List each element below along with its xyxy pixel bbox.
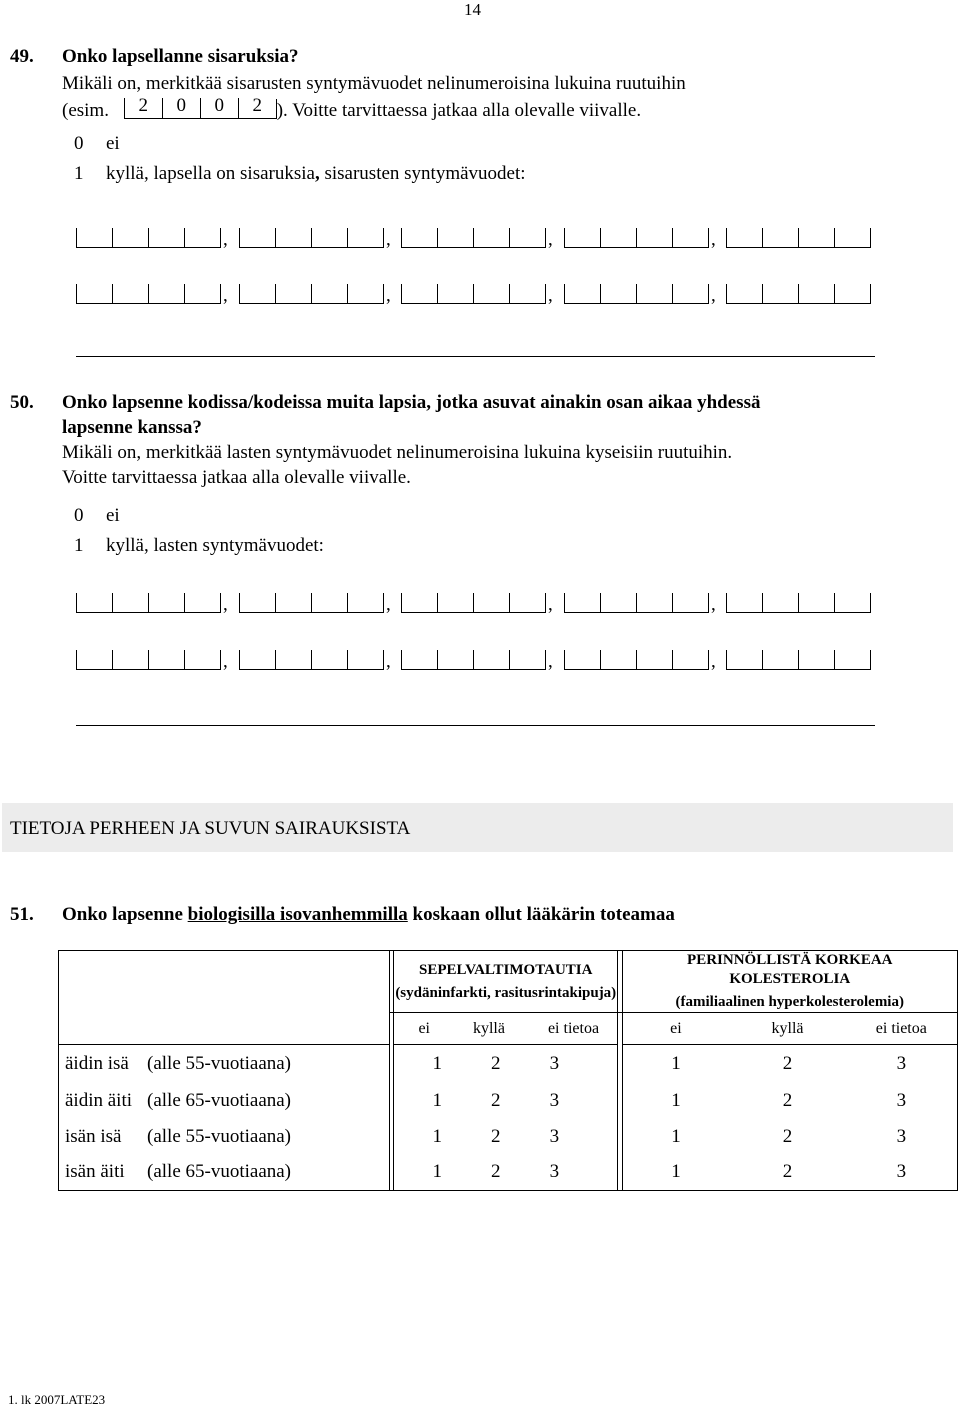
year-digit-box[interactable]	[401, 228, 438, 248]
year-digit-box[interactable]	[112, 650, 149, 670]
q50-number: 50.	[10, 392, 34, 413]
year-digit-box[interactable]	[672, 284, 709, 304]
year-digit-box[interactable]	[762, 650, 799, 670]
q50-instruction-line2: Voitte tarvittaessa jatkaa alla olevalle viivalle.	[62, 467, 411, 488]
year-digit-box[interactable]	[798, 650, 835, 670]
year-digit-box[interactable]	[636, 284, 673, 304]
year-separator: ,	[386, 651, 391, 672]
year-digit-box[interactable]	[834, 228, 871, 248]
year-digit-box[interactable]	[726, 228, 763, 248]
q51-row	[59, 1119, 958, 1155]
year-digit-box[interactable]	[473, 650, 510, 670]
answer-code[interactable]: 3	[846, 1119, 958, 1155]
year-digit-box[interactable]	[148, 228, 185, 248]
q49-example-suffix: ). Voitte tarvittaessa jatkaa alla olevalle viivalle.	[276, 100, 642, 121]
year-digit-box[interactable]	[112, 228, 149, 248]
year-digit-box[interactable]	[473, 284, 510, 304]
year-digit-box[interactable]	[672, 228, 709, 248]
year-digit-box[interactable]	[600, 284, 637, 304]
year-separator: ,	[223, 651, 228, 672]
q49-number: 49.	[10, 46, 34, 67]
year-separator: ,	[386, 229, 391, 250]
answer-label-ei-2: ei	[622, 1013, 729, 1045]
answer-code[interactable]: 3	[549, 1089, 560, 1111]
year-digit-box[interactable]	[347, 284, 384, 304]
q51-row-label: isän isä (alle 55-vuotiaana)	[59, 1119, 390, 1155]
answer-label-kylla: kyllä	[472, 1019, 505, 1037]
year-digit-box[interactable]	[600, 593, 637, 613]
year-separator: ,	[386, 285, 391, 306]
answer-label-kylla-2: kyllä	[729, 1013, 845, 1045]
q49-option-0-label: ei	[106, 133, 120, 154]
answer-code[interactable]: 1	[432, 1125, 442, 1147]
year-separator: ,	[711, 651, 716, 672]
q50-continuation-line[interactable]	[76, 725, 875, 726]
year-separator: ,	[711, 594, 716, 615]
q51-title: Onko lapsenne biologisilla isovanhemmilla koskaan ollut lääkärin toteamaa	[62, 904, 675, 925]
answer-code[interactable]: 2	[729, 1155, 845, 1191]
q49-option-0-code[interactable]: 0	[74, 133, 84, 154]
year-digit-box[interactable]	[672, 593, 709, 613]
answer-label-ei: ei	[418, 1019, 430, 1037]
answer-code[interactable]: 2	[782, 1089, 793, 1111]
year-digit-box[interactable]	[636, 228, 673, 248]
q51-row-label: äidin isä (alle 55-vuotiaana)	[59, 1045, 390, 1083]
year-digit-box[interactable]	[834, 593, 871, 613]
year-digit-box[interactable]	[762, 284, 799, 304]
year-digit-box[interactable]	[148, 284, 185, 304]
q49-example-line	[62, 95, 642, 122]
q49-example-prefix: (esim.	[62, 100, 109, 121]
q49-instruction: Mikäli on, merkitkää sisarusten syntymävuodet nelinumeroisina lukuina ruutuihin	[62, 73, 686, 94]
q51-grid	[58, 950, 958, 1191]
year-digit-box[interactable]	[275, 284, 312, 304]
year-digit-box[interactable]	[401, 593, 438, 613]
year-digit-box[interactable]	[762, 228, 799, 248]
year-separator: ,	[223, 229, 228, 250]
year-digit-box[interactable]	[347, 593, 384, 613]
answer-code[interactable]: 2	[491, 1161, 501, 1183]
year-digit-box[interactable]	[473, 228, 510, 248]
year-digit-box[interactable]	[437, 593, 474, 613]
year-digit-box[interactable]	[564, 228, 601, 248]
q51-row	[59, 1083, 958, 1119]
year-digit-box[interactable]	[509, 593, 546, 613]
q51-col-group-2: PERINNÖLLISTÄ KORKEAA KOLESTEROLIA (familiaalinen hyperkolesterolemia)	[622, 951, 957, 1013]
year-digit-box[interactable]	[275, 228, 312, 248]
q49-option-1-label: kyllä, lapsella on sisaruksia, sisarusten syntymävuodet:	[106, 163, 526, 184]
answer-label-ei-tietoa-2: ei tietoa	[846, 1013, 958, 1045]
q51-row	[59, 1155, 958, 1191]
year-separator: ,	[548, 229, 553, 250]
q49-year-row-2[interactable]	[76, 284, 876, 304]
answer-code[interactable]: 3	[846, 1083, 958, 1119]
year-separator: ,	[548, 594, 553, 615]
year-digit-box[interactable]	[275, 593, 312, 613]
year-digit-box[interactable]	[347, 228, 384, 248]
q51-empty-header-cell	[59, 951, 390, 1045]
year-separator: ,	[711, 285, 716, 306]
q50-year-row-1[interactable]	[76, 593, 876, 613]
q51-number: 51.	[10, 904, 34, 925]
answer-code[interactable]: 1	[622, 1045, 729, 1083]
answer-code[interactable]: 1	[432, 1089, 442, 1111]
answer-code[interactable]: 3	[846, 1155, 958, 1191]
year-digit-box[interactable]	[437, 650, 474, 670]
year-separator: ,	[711, 229, 716, 250]
year-digit-box[interactable]	[275, 650, 312, 670]
year-digit-box[interactable]	[148, 593, 185, 613]
q49-option-1-code[interactable]: 1	[74, 163, 84, 184]
q50-option-0-code[interactable]: 0	[74, 505, 84, 526]
year-digit-box[interactable]	[311, 593, 348, 613]
answer-code[interactable]: 1	[622, 1155, 729, 1191]
year-digit-box[interactable]	[509, 228, 546, 248]
example-box-1: 2	[124, 98, 162, 119]
year-separator: ,	[386, 594, 391, 615]
q50-title-line2: lapsenne kanssa?	[62, 417, 202, 438]
answer-code[interactable]: 2	[491, 1052, 501, 1074]
year-digit-box[interactable]	[148, 650, 185, 670]
q51-answer-labels-1	[394, 1013, 618, 1045]
year-digit-box[interactable]	[311, 228, 348, 248]
year-digit-box[interactable]	[311, 650, 348, 670]
year-digit-box[interactable]	[672, 650, 709, 670]
answer-code[interactable]: 3	[549, 1125, 560, 1147]
year-digit-box[interactable]	[401, 284, 438, 304]
year-digit-box[interactable]	[112, 593, 149, 613]
section-heading: TIETOJA PERHEEN JA SUVUN SAIRAUKSISTA	[10, 818, 411, 839]
q50-year-row-2[interactable]	[76, 650, 876, 670]
year-digit-box[interactable]	[600, 650, 637, 670]
q50-option-0-label: ei	[106, 505, 120, 526]
form-footer-code: 1. lk 2007LATE23	[8, 1392, 106, 1407]
year-digit-box[interactable]	[564, 650, 601, 670]
q49-title: Onko lapsellanne sisaruksia?	[62, 46, 299, 67]
year-digit-box[interactable]	[239, 593, 276, 613]
year-digit-box[interactable]	[311, 284, 348, 304]
answer-label-ei-tietoa: ei tietoa	[547, 1019, 600, 1037]
year-digit-box[interactable]	[437, 284, 474, 304]
year-separator: ,	[548, 285, 553, 306]
year-separator: ,	[223, 285, 228, 306]
year-digit-box[interactable]	[184, 593, 221, 613]
example-box-3: 0	[200, 98, 238, 119]
year-digit-box[interactable]	[726, 284, 763, 304]
q51-row-label: äidin äiti (alle 65-vuotiaana)	[59, 1083, 390, 1119]
year-digit-box[interactable]	[798, 228, 835, 248]
year-digit-box[interactable]	[798, 284, 835, 304]
example-box-2: 0	[162, 98, 200, 119]
q51-row	[59, 1045, 958, 1083]
q49-year-row-1[interactable]	[76, 228, 876, 248]
year-digit-box[interactable]	[509, 284, 546, 304]
year-digit-box[interactable]	[184, 284, 221, 304]
year-digit-box[interactable]	[76, 228, 113, 248]
year-separator: ,	[548, 651, 553, 672]
year-digit-box[interactable]	[184, 228, 221, 248]
year-digit-box[interactable]	[347, 650, 384, 670]
year-digit-box[interactable]	[636, 593, 673, 613]
answer-code[interactable]: 2	[491, 1089, 501, 1111]
answer-code[interactable]: 2	[782, 1125, 793, 1147]
year-digit-box[interactable]	[112, 284, 149, 304]
answer-code[interactable]: 2	[782, 1052, 793, 1074]
q50-title-line1: Onko lapsenne kodissa/kodeissa muita lapsia, jotka asuvat ainakin osan aikaa yhdessä	[62, 392, 761, 413]
year-digit-box[interactable]	[401, 650, 438, 670]
year-digit-box[interactable]	[239, 284, 276, 304]
page-number: 14	[464, 0, 481, 19]
year-digit-box[interactable]	[798, 593, 835, 613]
example-box-4: 2	[238, 98, 276, 119]
year-digit-box[interactable]	[564, 593, 601, 613]
year-digit-box[interactable]	[636, 650, 673, 670]
year-digit-box[interactable]	[184, 650, 221, 670]
answer-code[interactable]: 2	[491, 1125, 501, 1147]
answer-code[interactable]: 1	[622, 1119, 729, 1155]
year-digit-box[interactable]	[239, 650, 276, 670]
year-digit-box[interactable]	[473, 593, 510, 613]
answer-code[interactable]: 1	[622, 1083, 729, 1119]
year-digit-box[interactable]	[564, 284, 601, 304]
q50-option-1-code[interactable]: 1	[74, 535, 84, 556]
year-digit-box[interactable]	[76, 284, 113, 304]
year-digit-box[interactable]	[437, 228, 474, 248]
year-digit-box[interactable]	[600, 228, 637, 248]
q50-instruction-line1: Mikäli on, merkitkää lasten syntymävuodet nelinumeroisina lukuina kyseisiin ruutuihin.	[62, 442, 733, 463]
q51-col-group-1: SEPELVALTIMOTAUTIA (sydäninfarkti, rasitusrintakipuja)	[394, 951, 618, 1013]
year-digit-box[interactable]	[726, 650, 763, 670]
q50-option-1-label: kyllä, lasten syntymävuodet:	[106, 535, 324, 556]
answer-code[interactable]: 3	[549, 1052, 560, 1074]
q51-row-label: isän äiti (alle 65-vuotiaana)	[59, 1155, 390, 1191]
year-digit-box[interactable]	[76, 593, 113, 613]
year-digit-box[interactable]	[239, 228, 276, 248]
year-digit-box[interactable]	[726, 593, 763, 613]
answer-code[interactable]: 3	[549, 1161, 560, 1183]
answer-code[interactable]: 1	[432, 1161, 442, 1183]
year-digit-box[interactable]	[509, 650, 546, 670]
year-digit-box[interactable]	[762, 593, 799, 613]
year-digit-box[interactable]	[834, 284, 871, 304]
year-digit-box[interactable]	[76, 650, 113, 670]
year-digit-box[interactable]	[834, 650, 871, 670]
q49-continuation-line[interactable]	[76, 356, 875, 357]
year-separator: ,	[223, 594, 228, 615]
answer-code[interactable]: 3	[846, 1045, 958, 1083]
answer-code[interactable]: 1	[432, 1052, 442, 1074]
